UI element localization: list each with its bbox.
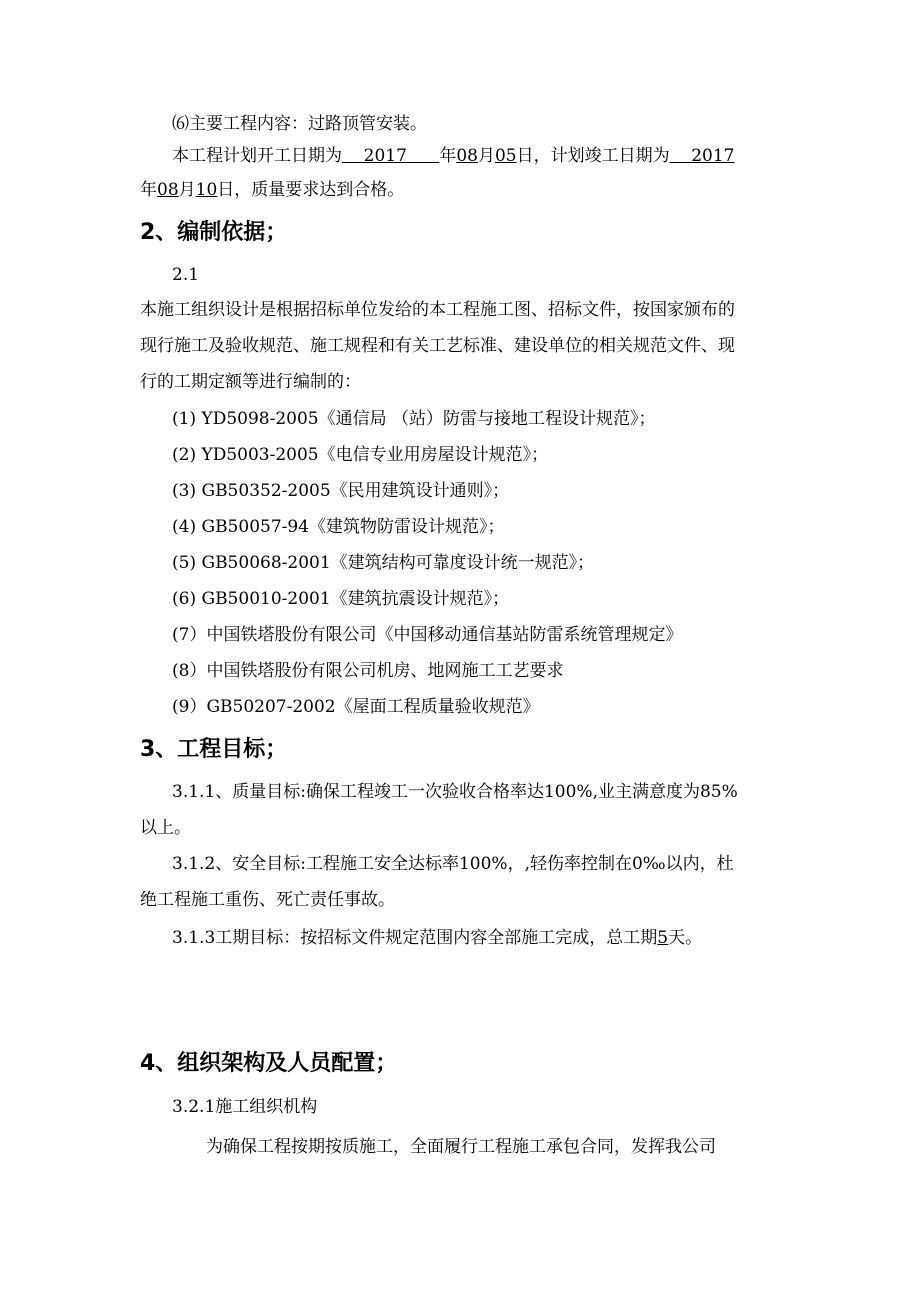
quality-goal-line-2: 以上。 [140, 818, 191, 838]
schedule-goal-suffix: 天。 [668, 928, 703, 948]
reference-item-7: (7）中国铁塔股份有限公司《中国移动通信基站防雷系统管理规定》 [172, 625, 683, 645]
end-year-unit: 年 [140, 180, 157, 200]
schedule-text-3: 日，质量要求达到合格。 [217, 180, 405, 200]
reference-item-2: (2) YD5003-2005《电信专业用房屋设计规范》； [172, 445, 549, 465]
start-day: 05 [494, 146, 517, 166]
quality-goal-line-1: 3.1.1、质量目标:确保工程竣工一次验收合格率达100%,业主满意度为85% [172, 782, 738, 802]
end-year: 2017 [691, 146, 735, 166]
reference-item-8: (8）中国铁塔股份有限公司机房、地网施工工艺要求 [172, 661, 564, 681]
schedule-year-unit: 年 [439, 146, 457, 166]
section-2-sub: 2.1 [172, 265, 200, 285]
safety-goal-line-2: 绝工程施工重伤、死亡责任事故。 [140, 890, 395, 910]
schedule-text-2: 日，计划竣工日期为 [516, 146, 670, 166]
section-4-sub: 3.2.1施工组织机构 [172, 1097, 318, 1117]
reference-item-1: (1) YD5098-2005《通信局 （站）防雷与接地工程设计规范》； [172, 409, 656, 429]
reference-item-6: (6) GB50010-2001《建筑抗震设计规范》； [172, 589, 510, 609]
schedule-goal-line [172, 926, 702, 950]
reference-item-4: (4) GB50057-94《建筑物防雷设计规范》； [172, 517, 505, 537]
reference-item-5: (5) GB50068-2001《建筑结构可靠度设计统一规范》； [172, 553, 595, 573]
section-2-para-line-3: 行的工期定额等进行编制的： [140, 372, 361, 392]
start-month: 08 [456, 146, 478, 166]
section-4-para-line-1: 为确保工程按期按质施工，全面履行工程施工承包合同，发挥我公司 [206, 1137, 716, 1157]
section-2-para-line-1: 本施工组织设计是根据招标单位发给的本工程施工图、招标文件，按国家颁布的 [140, 300, 735, 320]
section-2-para-line-2: 现行施工及验收规范、施工规程和有关工艺标准、建设单位的相关规范文件、现 [140, 336, 735, 356]
schedule-goal-days: 5 [657, 928, 669, 948]
reference-item-3: (3) GB50352-2005《民用建筑设计通则》； [172, 481, 510, 501]
schedule-line-1 [172, 144, 735, 168]
section-2-heading: 2、编制依据； [140, 220, 288, 245]
end-day: 10 [195, 180, 218, 200]
main-content-line: ⑹主要工程内容：过路顶管安装。 [172, 114, 427, 134]
start-year: 2017 [363, 146, 407, 166]
schedule-month-unit: 月 [477, 146, 495, 166]
section-4-heading: 4、组织架构及人员配置； [140, 1051, 398, 1076]
section-3-heading: 3、工程目标； [140, 737, 288, 762]
schedule-goal-prefix: 3.1.3工期目标：按招标文件规定范围内容全部施工完成，总工期 [172, 928, 658, 948]
schedule-text-1: 本工程计划开工日期为 [172, 146, 342, 166]
schedule-line-2 [140, 178, 404, 202]
safety-goal-line-1: 3.1.2、安全目标:工程施工安全达标率100%，,轻伤率控制在0‰以内，杜 [172, 854, 734, 874]
end-month-unit: 月 [178, 180, 196, 200]
end-month: 08 [157, 180, 179, 200]
reference-item-9: (9）GB50207-2002《屋面工程质量验收规范》 [172, 697, 540, 717]
